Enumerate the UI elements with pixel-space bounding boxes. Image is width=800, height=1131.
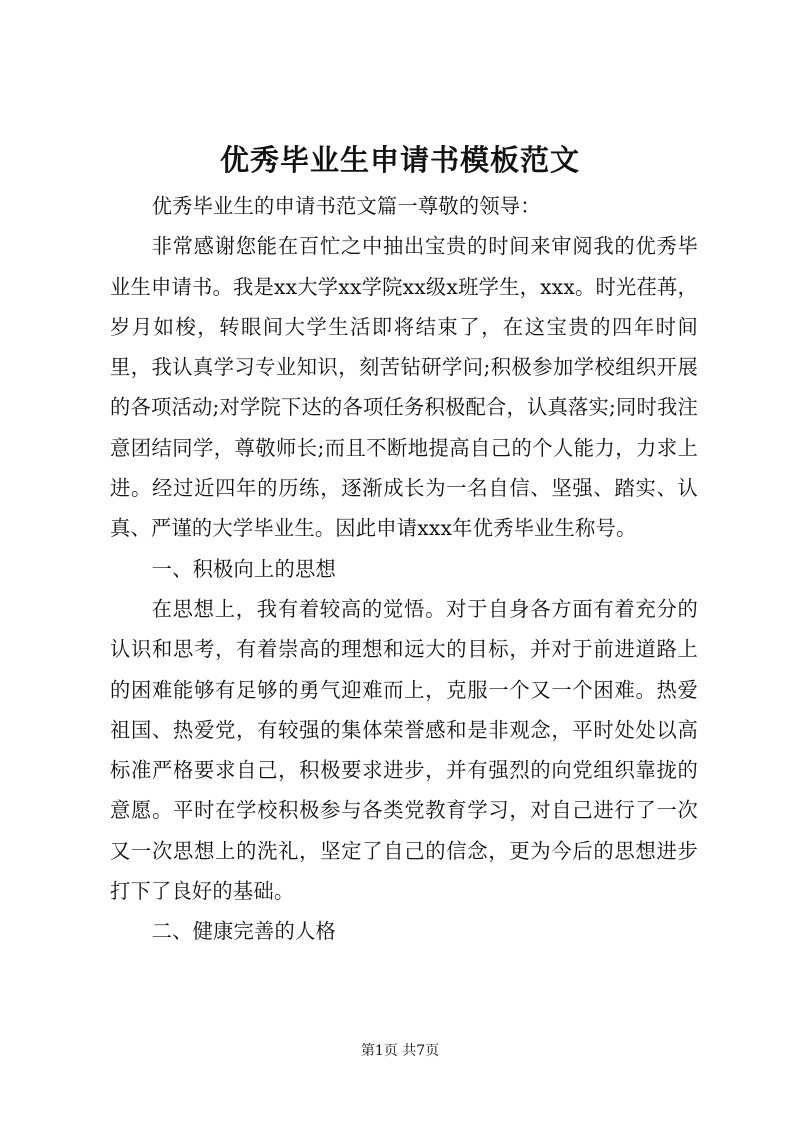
section-heading-2: 二、健康完善的人格 <box>151 919 336 944</box>
page-number-footer: 第1页 共7页 <box>360 1043 440 1059</box>
document-body <box>110 186 698 952</box>
intro-paragraph: 非常感谢您能在百忙之中抽出宝贵的时间来审阅我的优秀毕业生申请书。我是xx大学xx学院xx级x班学生，xxx。时光荏苒，岁月如梭，转眼间大学生活即将结束了，在这宝贵的四年时间里，我认真学习专业知识，刻苦钻研学问;积极参加学校组织开展的各项活动;对学院下达的各项任务积极配合，认真落实;同时我注意团结同学，尊敬师长;而且不断地提高自己的个人能力，力求上进。经过近四年的历练，逐渐成长为一名自信、坚强、踏实、认真、严谨的大学毕业生。因此申请xxx年优秀毕业生称号。 <box>110 234 698 541</box>
section-1-paragraph: 在思想上，我有着较高的觉悟。对于自身各方面有着充分的认识和思考，有着崇高的理想和远大的目标，并对于前进道路上的困难能够有足够的勇气迎难而上，克服一个又一个困难。热爱祖国、热爱党，有较强的集体荣誉感和是非观念，平时处处以高标准严格要求自己，积极要求进步，并有强烈的向党组织靠拢的意愿。平时在学校积极参与各类党教育学习，对自己进行了一次又一次思想上的洗礼，坚定了自己的信念，更为今后的思想进步打下了良好的基础。 <box>110 596 698 904</box>
salutation-paragraph: 优秀毕业生的申请书范文篇一尊敬的领导： <box>151 194 541 218</box>
document-title: 优秀毕业生申请书模板范文 <box>219 143 580 177</box>
section-heading-1: 一、积极向上的思想 <box>151 556 336 581</box>
